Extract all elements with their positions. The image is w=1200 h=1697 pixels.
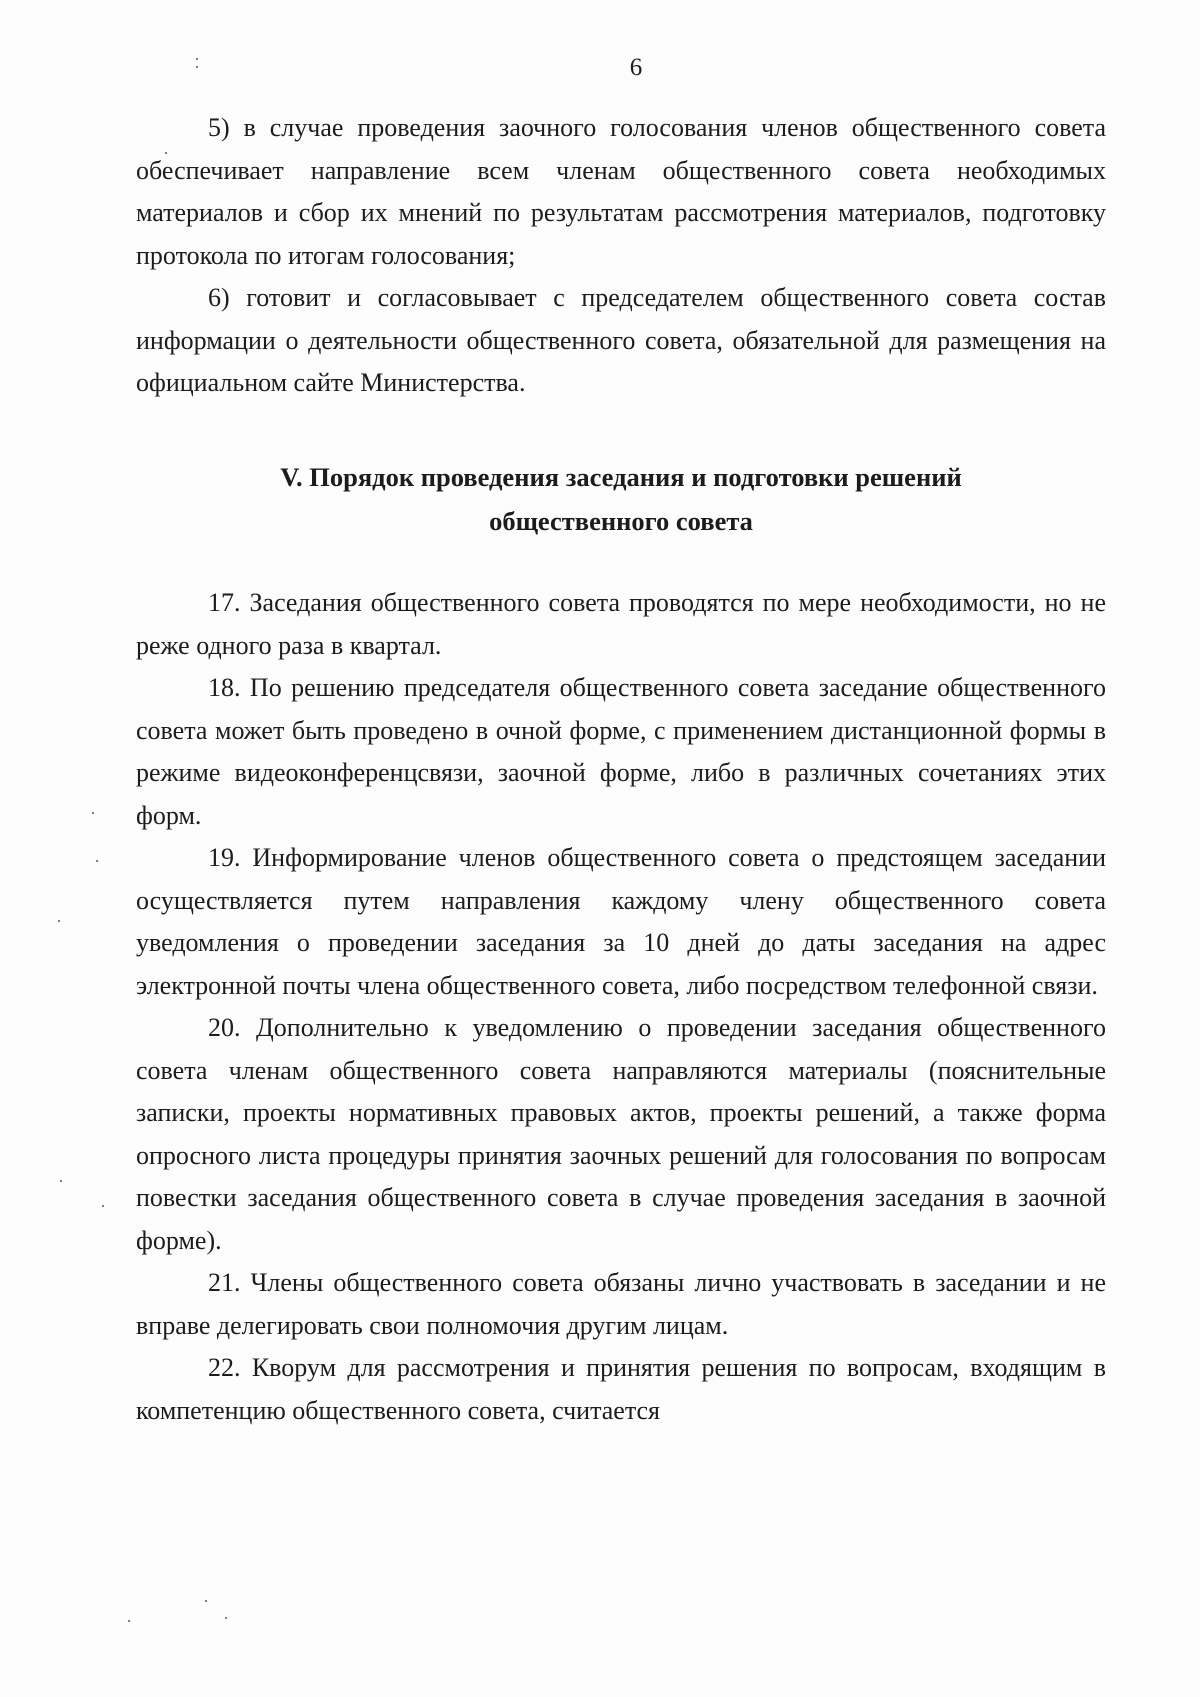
scan-speck [92,812,94,814]
paragraph-22: 22. Кворум для рассмотрения и принятия решения по вопросам, входящим в компетенцию общественного совета, считается [136,1353,1106,1425]
text-block-section-v [136,582,1106,1432]
scan-speck [196,66,198,68]
scan-speck [102,1205,104,1207]
section-heading-line-2: общественного совета [489,506,753,536]
scan-speck [205,1600,207,1602]
scan-speck [225,1617,227,1619]
paragraph-21: 21. Члены общественного совета обязаны лично участвовать в заседании и не вправе делегировать свои полномочия другим лицам. [136,1268,1106,1340]
section-heading-line-1: V. Порядок проведения заседания и подготовки решений [280,462,962,492]
scan-speck [128,1620,130,1622]
scan-speck [165,152,167,154]
page-number: 6 [629,54,643,81]
paragraph-item-5: 5) в случае проведения заочного голосования членов общественного совета обеспечивает направление всем членам общественного совета необходимых материалов и сбор их мнений по результатам рассмотрения материалов, подготовку протокола по итогам голосования; [136,113,1106,270]
section-heading [136,455,1106,543]
scan-speck [58,920,60,922]
scan-speck [60,1180,62,1182]
paragraph-17: 17. Заседания общественного совета проводятся по мере необходимости, но не реже одного раза в квартал. [136,588,1106,660]
paragraph-20: 20. Дополнительно к уведомлению о проведении заседания общественного совета членам общественного совета направляются материалы (пояснительные записки, проекты нормативных правовых актов, проекты решений, а также форма опросного листа процедуры принятия заочных решений для голосования по вопросам повестки заседания общественного совета в случае проведения заседания в заочной форме). [136,1013,1106,1255]
paragraph-19: 19. Информирование членов общественного совета о предстоящем заседании осуществляется путем направления каждому члену общественного совета уведомления о проведении заседания за 10 дней до даты заседания на адрес электронной почты члена общественного совета, либо посредством телефонной связи. [136,843,1106,1000]
paragraph-item-6: 6) готовит и согласовывает с председателем общественного совета состав информации о деятельности общественного совета, обязательной для размещения на официальном сайте Министерства. [136,283,1106,397]
paragraph-18: 18. По решению председателя общественного совета заседание общественного совета может быть проведено в очной форме, с применением дистанционной формы в режиме видеоконференцсвязи, заочной форме, либо в различных сочетаниях этих форм. [136,673,1106,830]
scan-speck [196,58,198,60]
scan-speck [96,860,98,862]
text-block-top [136,107,1106,405]
